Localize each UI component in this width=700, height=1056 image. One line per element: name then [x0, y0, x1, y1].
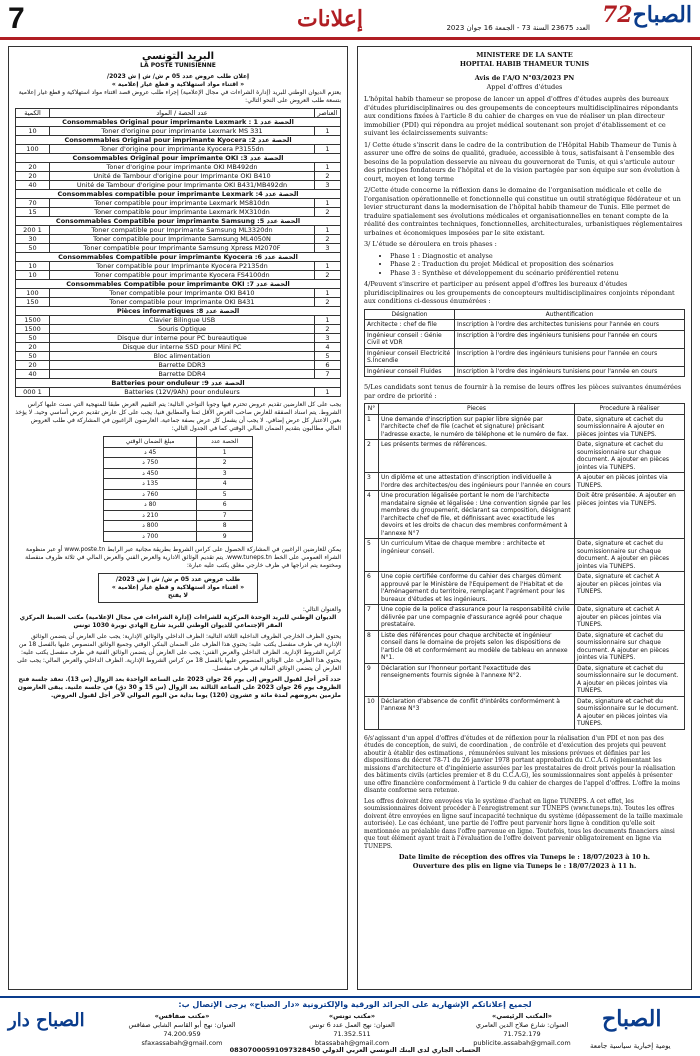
list-item: • Phase 3 : Synthèse et développement du scénario préférentiel retenu: [390, 269, 685, 278]
table-row: 1 Toner compatible pour Imprimante Samsung ML3320dn 1 200: [16, 226, 341, 235]
table-row: الحصة عدد 2: Consommables Original pour imprimante Kyocera: [16, 136, 341, 145]
table-row: 5 760 د: [104, 489, 253, 500]
main-office: «المكتب الرئيسي» العنوان: شارع صلاح الدين العامري 71.752.179 publicite.assabah@gmail.com: [473, 1012, 571, 1047]
table-header: الحصة عدد: [197, 437, 253, 448]
table-row: Ingénieur conseil : Génie Civil et VDR Inscription à l'ordre des ingénieurs tunisiens pour l'année en cours: [365, 330, 685, 348]
deadline-text: حدد آخر أجل لقبول العروض إلى يوم 26 جوان 2023 على الساعة الواحدة بعد الزوال (س 13). تعقد جلسة فتح الظروف يوم 26 جوان 2023 على الساعة الثالثة بعد الزوال (س 15 و 30 دق) في جلسة علنية. يبقى العارضون ملزمين بعروضهم لمدة مائة و عشرون (120) يوما بداية من اليوم الموالي لآخر أجل لقبول العروض.: [17, 676, 341, 699]
table-row: 1 Toner d'origine pour imprimante Lexmark MS 331 10: [16, 127, 341, 136]
address-label: والعنوان التالي:: [302, 606, 341, 613]
list-item: • Phase 1 : Diagnostic et analyse: [390, 252, 685, 261]
table-row: 9 Déclaration sur l'honneur portant l'exactitude des renseignements fournis signée à l'annexe N°2. Date, signature et cachet du soumissionnaire sur le document. A ajouter en pièces jointes via TUNEPS.: [365, 663, 685, 696]
table-row: 5 Un curriculum Vitae de chaque membre : architecte et ingénieur conseil. Date, signature et cachet du soumissionnaire sur chaque document. A ajouter en pièces jointes via TUNEPS.: [365, 539, 685, 572]
footer-tagline: يومية إخبارية سياسية جامعة: [590, 1042, 671, 1050]
table-row: 1 Toner compatible pour Imprimante Kyocera P2135dn 10: [16, 262, 341, 271]
deadline-opening: Ouverture des plis en ligne via Tuneps le : 18/07/2023 à 11 h.: [412, 861, 637, 870]
table-row: 5 Bloc alimentation 50: [16, 352, 341, 361]
table-row: الحصة عدد 5: Consommables Compatible pour imprimante Samsung: [16, 217, 341, 226]
para-2: 2/Cette étude concerne la réflexion dans le domaine de l'organisation médicale et celle de l'organisation opérationnelle et fonctionnelle qui constitue un outil stratégique fédérateur et un levier structurant dans la modernisation de l'hôpital habib thameur de Tunis. Elle permet de traduire spatialement ses évolutions médicales et organisationnelles en tenant compte de la réalité des contraintes techniques, fonctionnelles, architecturales, urbanistiques réglementaires urbaines et économiques imposées par le site existant.: [364, 186, 683, 237]
envelope-box: طلب عروض عدد 05 م ش/ ش إ ش 2023/ « اقتناء مواد استهلاكية و قطع غيار إعلامية » لا يفتح: [98, 573, 258, 603]
newspaper-logo: الصباح72: [601, 2, 692, 28]
table-row: 8 Liste des références pour chaque architecte et ingénieur conseil dans le domaine de projets selon les dispositions de l'article 08 et conformément au modèle de tableau en annexe N°1. Date, signature et cachet du soumissionnaire sur chaque document. A ajouter en pièces jointes via TUNEPS.: [365, 630, 685, 663]
table-row: 2 Unité de Tambour d'origine pour Imprimante OKI B410 20: [16, 172, 341, 181]
table-row: Ingénieur conseil Fluides Inscription à l'ordre des ingénieurs tunisiens pour l'année en cours: [365, 366, 685, 377]
table-row: الحصة عدد 6: Consommables Compatible pour imprimante Kyocera: [16, 253, 341, 262]
appel-subtitle: Appel d'offres d'études: [486, 82, 563, 91]
table-row: 2 Toner compatible pour Imprimante OKI B431 150: [16, 298, 341, 307]
table-row: 4 Disque dur interne SSD pour Mini PC 20: [16, 343, 341, 352]
conditions-text: يجب على كل العارضين تقديم عروض تحترم فيها وجوبا النواحي التالية: يتم التقييم العرض طبقا للمنهجية التي نصت عليها كراس الشروط. يتم اسناد الصفقة للعارض صاحب العرض الأقل ثمنا والمطابق فنيا. يجب على كل عارض تقديم عرض أساسي وحيد. لا يؤخذ بعين الاعتبار كل عرض إضافي. لا يجب أن يشمل كل عرض بصفة جماعية. العارضون الراغبون في المشاركة في طلب العروض المالي مطالبون بتقديم الضمان المالي الوقتي كما في الجدول التالي:: [15, 401, 341, 432]
issue-info: العدد 23675 السنة 73 - الجمعة 16 جوان 2023: [446, 24, 590, 32]
bank-account: الحساب الجاري لدى البنك التونسي العربي الدولي 08307000591097328450: [229, 1046, 481, 1054]
address: الديوان الوطني للبريد الوحدة المركزية للشراءات (إدارة الشراءات في مجال الإعلامية) مكتب الضبط المركزي المقر الإجتماعي للديوان الوطني للبريد شارع الهادي نويرة 1030 تونس: [19, 614, 337, 629]
table-row: 8 800 د: [104, 521, 253, 532]
table-row: Ingénieur conseil Electricité S.Incendie Inscription à l'ordre des ingénieurs tunisiens pour l'année en cours: [365, 348, 685, 366]
table-row: 4 Une procuration légalisée portant le nom de l'architecte mandataire signée et légalisée : Une convention signée par les membres du groupement, déclarant sa composition, désignant l'architecte chef de file, et définissant avec exactitude les devoirs et les droits de chacun des membres conformément à l'annexe N°7 Doit être présentée. A ajouter en pièces jointes via TUNEPS.: [365, 491, 685, 539]
para-7: Les offres doivent être envoyées via le système d'achat en ligne TUNEPS. A cet effet, les soumissionnaires doivent procéder à l'enregistrement sur TUNEPS (www.tuneps.tn). Toutes les offres doivent être envoyées en ligne sauf incapacité technique du système (dépassement de la taille maximale autorisée). Le cas échéant, une partie de l'offre peut parvenir hors ligne à condition qu'elle soit mentionnée au préalable dans l'offre parvenue en ligne. Toutefois, tous les documents financiers ainsi que tout élément ayant trait à l'évaluation de l'offre doivent parvenir obligatoirement en ligne via TUNEPS.: [364, 797, 683, 850]
ministry: MINISTERE DE LA SANTE: [476, 51, 573, 59]
section-title: إعلانات: [297, 6, 363, 32]
tender-subtitle: « اقتناء مواد استهلاكية و قطع غيار إعلامية »: [111, 81, 245, 88]
table-row: الحصة عدد 1 : Consommables Original pour imprimante Lexmark: [16, 118, 341, 127]
table-row: 4 135 د: [104, 479, 253, 490]
table-row: 1 Une demande d'inscription sur papier libre signée par l'architecte chef de file (cachet et signature) précisant l'adresse exacte, le numéro de téléphone et le numéro de fax. Date, signature et cachet du soumissionnaire A ajouter en pièces jointes via TUNEPS.: [365, 414, 685, 440]
table-row: 7 210 د: [104, 510, 253, 521]
table-row: الحصة عدد 9: Batteries pour onduleur: [16, 379, 341, 388]
table-row: الحصة عدد 7: Consommables Compatible pour imprimante OKI: [16, 280, 341, 289]
table-row: 2 750 د: [104, 458, 253, 469]
table-row: 2 Toner compatible pour imprimante Lexmark MX310dn 15: [16, 208, 341, 217]
page-footer: [0, 996, 700, 1056]
table-row: 1 Toner compatible pour imprimante Lexmark MS810dn 70: [16, 199, 341, 208]
table-row: 2 Les présents termes de références. Date, signature et cachet du soumissionnaire sur chaque document. A ajouter en pièces jointes via TUNEPS.: [365, 440, 685, 473]
para-3: 3/ L'étude se déroulera en trois phases :: [364, 240, 497, 248]
poste-notice: [8, 46, 348, 990]
table-row: 6 Une copie certifiée conforme du cahier des charges dûment approuvé par le Ministère de l'Equipement de l'Habitat et de l'Aménagement du territoire, remplaçant l'agrément pour les bureaux d'études et les ingénieurs. Date, signature et cachet A ajouter en pièces jointes via TUNEPS.: [365, 572, 685, 605]
table-header: Pieces: [379, 404, 575, 415]
table-row: 7 Barrette DDR4 40: [16, 370, 341, 379]
pieces-table: [364, 403, 685, 730]
table-row: 6 Barrette DDR3 20: [16, 361, 341, 370]
dar-assabah-logo: الصباح دار: [8, 1010, 85, 1031]
table-row: 1 Batteries (12V/9Ah) pour onduleurs 1 000: [16, 388, 341, 397]
table-row: 3 Toner compatible pour Imprimante Samsung Xpress M2070F 50: [16, 244, 341, 253]
table-header: عدد الحصة / المواد: [50, 109, 315, 118]
lots-table: [15, 108, 341, 397]
envelopes-text: يحتوي الظرف الخارجي الظروف الداخلية الثلاثة التالية: الظرف الداخلي والوثائق الإدارية: يجب على العارض أن يتضمن الوثائق الإدارية في ظرف منفصل يكتب عليه: يحتوي هذا الظرف على الضمان البنكي الوقتي وجميع الوثائق المنصوص عليها بالفصل 18 من كراس الشروط الإدارية. الظرف الداخلي والعرض الفني: يجب على العارض أن يتضمن الوثائق الفنية في ظرف منفصل يكتب عليه: يحتوي هذا الظرف على الوثائق المنصوص عليها بالفصل 18 من كراس الشروط الإدارية. الظرف الداخلي والعرض المالي: يجب على العارض أن يتضمن الوثائق المالية في ظرف منفصل.: [17, 633, 341, 672]
table-row: الحصة عدد 8: Pièces informatiques: [16, 307, 341, 316]
table-row: الحصة عدد 3: Consommables Original pour imprimante OKI: [16, 154, 341, 163]
tender-title: إعلان طلب عروض عدد 05 م ش/ ش إ ش 2023/: [106, 73, 250, 80]
table-row: 1 45 د: [104, 447, 253, 458]
table-row: الحصة عدد 4: Consommables compatible pour imprimante Lexmark: [16, 190, 341, 199]
tunis-office: «مكتب تونس» العنوان: نهج العمل عدد 6 تونس 71.352.511 btassabah@gmail.com: [309, 1012, 395, 1047]
table-row: 10 Déclaration d'absence de conflit d'intérêts conformément à l'annexe N°3 Date, signature et cachet du soumissionnaire sur le document. A ajouter en pièces jointes via TUNEPS.: [365, 696, 685, 729]
guarantee-table: [103, 436, 253, 542]
table-row: 3 450 د: [104, 468, 253, 479]
avis-title: Avis de l'A/O N°03/2023 PN: [474, 74, 575, 82]
deadline-reception: Date limite de réception des offres via Tuneps le : 18/07/2023 à 10 h.: [398, 853, 651, 861]
page-number: 7: [8, 2, 25, 35]
table-row: 2 Toner compatible pour Imprimante Samsung ML4050N 30: [16, 235, 341, 244]
table-header: N°: [365, 404, 379, 415]
table-header: الكمية: [16, 109, 50, 118]
table-row: 1 Toner d'origine pour imprimante Kyocera P3155dn 100: [16, 145, 341, 154]
table-row: 9 700 د: [104, 531, 253, 542]
table-row: Architecte : chef de file Inscription à l'ordre des architectes tunisiens pour l'année en cours: [365, 320, 685, 331]
list-item: • Phase 2 : Traduction du projet Médical et proposition des scénarios: [390, 260, 685, 269]
table-row: 7 Une copie de la police d'assurance pour la responsabilité civile délivrée par une compagnie d'assurance agréé pour chaque prestataire. Date, signature et cachet A ajouter en pièces jointes via TUNEPS.: [365, 605, 685, 631]
para-1: 1/ Cette étude s'inscrit dans le cadre de la contribution de l'Hôpital Habib Thameur de Tunis à assurer une offre de soins de qualité, graduée, accessible à tous, satisfaisant à l'ensemble des besoins de la population desservie au niveau du gouvernorat de Tunis, et qui s'articule autour des principes fondateurs de l'hôpital et de la vision partagée par son équipe sur son évolution à court, moyen et long terme: [364, 140, 680, 183]
table-header: العناصر: [315, 109, 341, 118]
poste-logo: البريد التونسي LA POSTE TUNISIENNE: [140, 51, 216, 69]
para-4: 4/Peuvent s'inscrire et participer au présent appel d'offres les bureaux d'études pluridisciplinaires ou les groupements de concepteurs multidisciplinaires conjoints répondant aux conditions ci-dessous énumérées :: [364, 280, 675, 305]
table-row: 1 Toner compatible pour Imprimante OKI B410 100: [16, 289, 341, 298]
para-6: 6/s'agissant d'un appel d'offres d'études et de réflexion pour la réalisation d'un PDI et non pas des études de conception, de suivi, de coordination , de contrôle et d'exécution des projets qui peuvent aboutir à établir des estimations , rémunérées suivant les missions prévues et définies par les dispositions du décret 78-71 du 26 janvier 1978 portant approbation du C.C.A.G réglementant les missions d'architecture et d'ingénierie assurées par les prestataires de droit privés pour la réalisation des bâtiments civils (articles premier et 8 du C.C.A.G), les soumissionnaires sont appelés à présenter une offre financière conformément à l'article 9 du cahier de charges de l'appel d'offres. L'offre la moins disante conforme sera retenue.: [364, 734, 680, 794]
table-row: 3 Un diplôme et une attestation d'inscription individuelle à l'ordre des architectes/ou des ingénieurs pour l'année en cours A ajouter en pièces jointes via TUNEPS.: [365, 473, 685, 491]
table-row: 3 Disque dur interne pour PC bureautique 50: [16, 334, 341, 343]
table-header: Désignation: [365, 309, 455, 320]
designation-table: [364, 309, 685, 378]
submission-text: يمكن للعارضين الراغبين في المشاركة الحصول على كراس الشروط بطريقة مجانية عبر الرابط www.poste.tn أو عبر منظومة الشراء العمومي على الخط www.tuneps.tn. يتم تقديم الوثائق الادارية والعرض الفني والعرض المالي في ثلاثة ظروف منفصلة ومختومة يتم ادراجها في ظرف خارجي مغلق يكتب عليه عبارة:: [25, 546, 341, 569]
table-row: 6 80 د: [104, 500, 253, 511]
intro-text: L'hôpital habib thameur se propose de lancer un appel d'offres d'études auprès des bureaux d'études pluridisciplinaires ou des groupements de concepteurs multidisciplinaires répondants aux conditions fixées à l'article 8 du cahier de charges en vue de réaliser un plan directeur immobilier (PDI) qui répondra au projet médical soutenant son projet d'établissement et ce suivant les éclaircissements suivants:: [364, 95, 679, 137]
para-5: 5/Les candidats sont tenus de fournir à la remise de leurs offres les pièces suivantes énumérées par ordre de priorité :: [364, 383, 682, 400]
intro-text: يعتزم الديوان الوطني للبريد (إدارة الشراءات في مجال الإعلامية) إجراء طلب عروض قصد اقتناء مواد استهلاكية و قطع غيار إعلامية بتسعة طلب العروض على النحو التالي:: [18, 89, 341, 104]
table-header: مبلغ الضمان الوقتي: [104, 437, 197, 448]
ads-contact-line: لجميع إعلاناتكم الإشهارية على الجرائد الورقية والإلكترونية «دار الصباح» يرجى الإتصال ب:: [178, 1000, 532, 1009]
table-row: 2 Souris Optique 1500: [16, 325, 341, 334]
sfax-office: «مكتب صفاقس» العنوان: نهج أبو القاسم الشابي صفاقس 74.200.959 sfaxassabah@gmail.com: [128, 1012, 236, 1047]
phases-list: [390, 252, 685, 278]
table-row: 2 Toner compatible pour imprimante Kyocera FS4100dn 10: [16, 271, 341, 280]
table-header: Authentification: [455, 309, 685, 320]
footer-logo: الصباح: [602, 1006, 662, 1032]
page-header: [0, 0, 700, 40]
table-row: 1 Toner d'origine pour imprimante OKI MB492dn 20: [16, 163, 341, 172]
hospital-notice: [357, 46, 692, 990]
table-header: Procedure à réaliser: [575, 404, 685, 415]
table-row: 1 Clavier Bilingue USB 1500: [16, 316, 341, 325]
hospital: HOPITAL HABIB THAMEUR TUNIS: [459, 59, 590, 68]
table-row: 3 Unité de Tambour d'origine pour Imprimante OKI B431/MB492dn 40: [16, 181, 341, 190]
